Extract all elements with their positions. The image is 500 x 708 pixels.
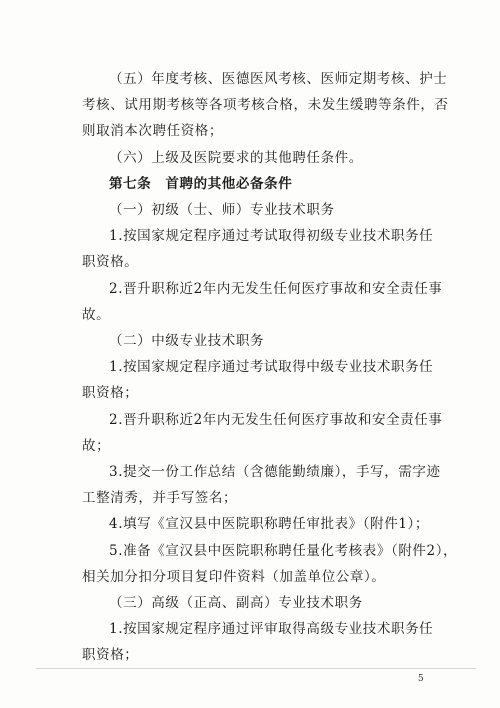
intermediate-item-4: 4.填写《宣汉县中医院职称聘任审批表》（附件1）； (109, 516, 429, 532)
intermediate-item-1-line-1: 1.按国家规定程序通过考试取得中级专业技术职务任 (109, 359, 434, 375)
intermediate-item-1-line-2: 职资格； (82, 385, 139, 401)
intermediate-item-2-line-2: 故； (82, 438, 111, 454)
section-senior-heading: （三）高级（正高、副高）专业技术职务 (109, 595, 363, 611)
junior-item-2-line-1: 2.晋升职称近2年内无发生任何医疗事故和安全责任事 (109, 281, 443, 297)
paragraph-5-line-2: 考核、试用期考核等各项考核合格，未发生缓聘等条件，否 (82, 97, 449, 113)
intermediate-item-5-line-2: 相关加分扣分项目复印件资料（加盖单位公章）。 (82, 569, 386, 585)
intermediate-item-3-line-2: 工整清秀，并手写签名； (82, 490, 238, 506)
paragraph-6: （六）上级及医院要求的其他聘任条件。 (109, 150, 363, 166)
article-7-heading: 第七条 首聘的其他必备条件 (109, 176, 293, 192)
intermediate-item-2-line-1: 2.晋升职称近2年内无发生任何医疗事故和安全责任事 (109, 412, 443, 428)
junior-item-1-line-2: 职资格。 (82, 254, 139, 270)
intermediate-item-5-line-1: 5.准备《宣汉县中医院职称聘任量化考核表》（附件2）， (109, 543, 458, 559)
section-junior-heading: （一）初级（士、师）专业技术职务 (109, 202, 335, 218)
senior-item-1-line-1: 1.按国家规定程序通过评审取得高级专业技术职务任 (109, 621, 434, 637)
page-number: 5 (418, 674, 424, 684)
senior-item-1-line-2: 职资格； (82, 647, 139, 663)
junior-item-1-line-1: 1.按国家规定程序通过考试取得初级专业技术职务任 (109, 228, 434, 244)
footer-divider (36, 668, 476, 669)
paragraph-5-line-1: （五）年度考核、医德医风考核、医师定期考核、护士 (109, 71, 448, 87)
intermediate-item-3-line-1: 3.提交一份工作总结（含德能勤绩廉），手写，需字迹 (109, 464, 441, 480)
junior-item-2-line-2: 故。 (82, 307, 111, 323)
section-intermediate-heading: （二）中级专业技术职务 (109, 333, 265, 349)
paragraph-5-line-3: 则取消本次聘任资格； (82, 123, 223, 139)
